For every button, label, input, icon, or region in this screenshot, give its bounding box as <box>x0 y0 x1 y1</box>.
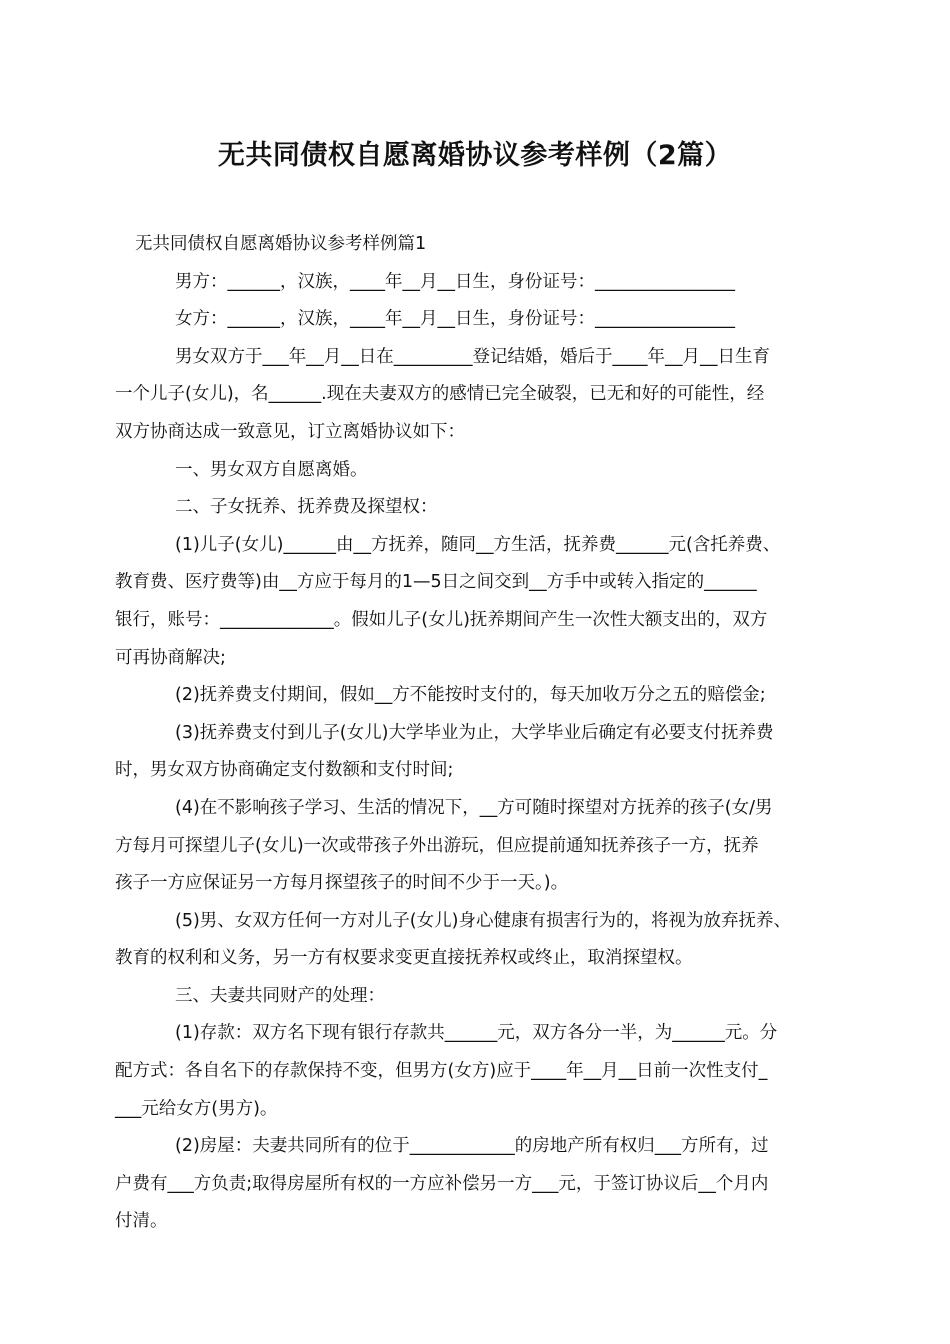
paragraph-line: 男女双方于___年__月__日在_________登记结婚，婚后于____年__月__日生育 <box>175 346 770 367</box>
document-body <box>115 226 845 1241</box>
female-party-line: 女方：______，汉族，____年__月__日生，身份证号：________________ <box>175 309 735 330</box>
paragraph-line: 配方式：各自名下的存款保持不变，但男方(女方)应于____年__月__日前一次性支付_ <box>115 1061 768 1082</box>
clause-2-4 <box>115 790 845 903</box>
male-party-line: 男方：______，汉族，____年__月__日生，身份证号：________________ <box>175 271 735 292</box>
clause-2-5 <box>115 903 845 978</box>
paragraph-line: (1)存款：双方名下现有银行存款共______元，双方各分一半，为______元。分 <box>175 1023 778 1044</box>
paragraph-line: 孩子一方应保证另一方每月探望孩子的时间不少于一天。)。 <box>115 873 569 894</box>
document-title: 无共同债权自愿离婚协议参考样例（2篇） <box>217 140 733 171</box>
paragraph-line: 教育费、医疗费等)由__方应于每月的1—5日之间交到__方手中或转入指定的______ <box>115 572 757 593</box>
clause-2-3 <box>115 715 845 790</box>
clause-3-1 <box>115 1015 845 1128</box>
paragraph-line: 时，男女双方协商确定支付数额和支付时间; <box>115 760 454 781</box>
paragraph-line: (4)在不影响孩子学习、生活的情况下，__方可随时探望对方抚养的孩子(女/男 <box>175 797 773 818</box>
clause-2-1 <box>115 527 845 677</box>
paragraph-line: (1)儿子(女儿)______由__方抚养，随同__方生活，抚养费______元(含托养费、 <box>175 534 781 555</box>
paragraph-line: 双方协商达成一致意见，订立离婚协议如下： <box>115 421 465 442</box>
intro-paragraph <box>115 339 845 452</box>
paragraph-line: 可再协商解决; <box>115 647 226 668</box>
paragraph-line: (3)抚养费支付到儿子(女儿)大学毕业为止，大学毕业后确定有必要支付抚养费 <box>175 722 774 743</box>
clause-3-2 <box>115 1128 845 1241</box>
paragraph-line: 银行，账号：_____________。假如儿子(女儿)抚养期间产生一次性大额支出的，双方 <box>115 609 768 630</box>
paragraph-line: 户费有___方负责;取得房屋所有权的一方应补偿另一方___元，于签订协议后__个月内 <box>115 1173 769 1194</box>
paragraph-line: 教育的权利和义务，另一方有权要求变更直接抚养权或终止，取消探望权。 <box>115 948 693 969</box>
clause-2-2: (2)抚养费支付期间，假如__方不能按时支付的，每天加收万分之五的赔偿金; <box>175 685 766 706</box>
paragraph-line: 付清。 <box>115 1211 168 1232</box>
paragraph-line: (2)房屋：夫妻共同所有的位于____________的房地产所有权归___方所有，过 <box>175 1136 769 1157</box>
paragraph-line: 一个儿子(女儿)，名______.现在夫妻双方的感情已完全破裂，已无和好的可能性，经 <box>115 384 765 405</box>
document-subtitle: 无共同债权自愿离婚协议参考样例篇1 <box>135 234 427 254</box>
section-heading-2: 二、子女抚养、抚养费及探望权： <box>175 497 438 518</box>
paragraph-line: (5)男、女双方任何一方对儿子(女儿)身心健康有损害行为的，将视为放弃抚养、 <box>175 910 791 931</box>
section-heading-1: 一、男女双方自愿离婚。 <box>175 459 368 480</box>
paragraph-line: ___元给女方(男方)。 <box>115 1098 278 1119</box>
section-heading-3: 三、夫妻共同财产的处理： <box>175 985 385 1006</box>
paragraph-line: 方每月可探望儿子(女儿)一次或带孩子外出游玩，但应提前通知抚养孩子一方，抚养 <box>115 835 759 856</box>
